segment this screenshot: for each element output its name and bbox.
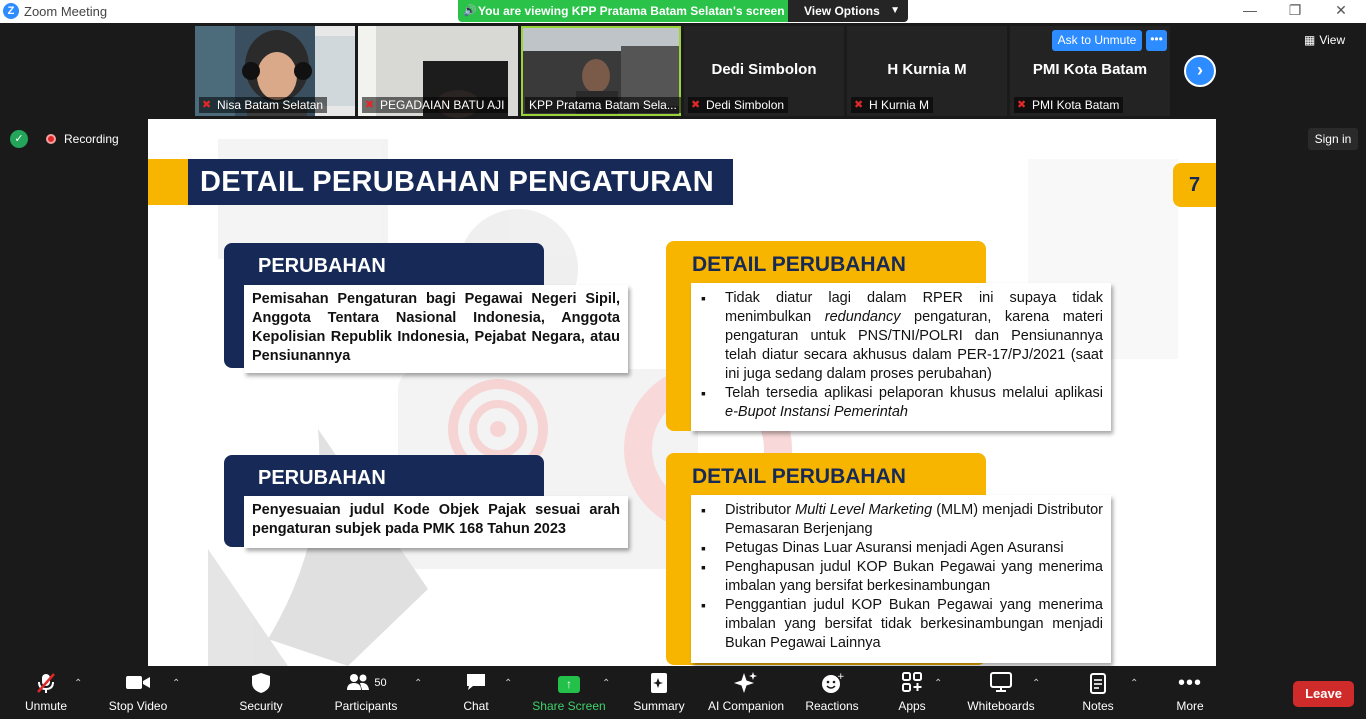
detail-bullet-item xyxy=(701,289,1103,384)
bullet-emphasis: e-Bupot Instansi Pemerintah xyxy=(725,404,908,420)
chevron-up-icon[interactable]: ⌃ xyxy=(504,678,513,689)
participant-name: ✖ PMI Kota Batam xyxy=(1014,97,1123,113)
change-card-text: Pemisahan Pengaturan bagi Pegawai Negeri Sipil, Anggota Tentara Nasional Indonesia, Anggota Kepolisian Republik Indonesia, Pejabat Negara, atau Pensiunannya xyxy=(244,285,628,373)
chevron-up-icon[interactable]: ⌃ xyxy=(1032,678,1041,689)
reactions-button[interactable] xyxy=(804,666,860,719)
sparkle-icon xyxy=(706,672,786,696)
detail-card-body xyxy=(691,283,1111,431)
bullet-text: Distributor xyxy=(725,502,796,518)
title-accent xyxy=(148,159,188,205)
detail-bullet-item xyxy=(701,558,1103,596)
meeting-toolbar xyxy=(0,666,1366,719)
bullet-text: pengaturan, karena materi pengaturan untuk PNS/TNI/POLRI dan Pensiunannya telah diatur secara akhusus dalam PER-17/PJ/2021 (saat ini juga sedang dalam proses perubahan) xyxy=(725,309,1104,382)
ai-companion-label: AI Companion xyxy=(707,699,785,713)
share-screen-icon: ↑ xyxy=(532,672,606,696)
summary-label: Summary xyxy=(633,699,685,713)
participants-label: Participants xyxy=(334,699,398,713)
detail-bullet-item xyxy=(701,539,1103,558)
ask-to-unmute-button[interactable]: Ask to Unmute xyxy=(1052,30,1142,51)
detail-card-body xyxy=(691,495,1111,663)
slide-page-number: 7 xyxy=(1173,163,1216,207)
close-icon[interactable]: ✕ xyxy=(1335,2,1347,18)
participants-count: 50 xyxy=(374,677,387,689)
whiteboard-icon xyxy=(964,672,1041,696)
mic-muted-icon xyxy=(10,672,82,696)
summary-icon xyxy=(630,672,688,696)
share-banner xyxy=(458,0,788,22)
bullet-text: Penghapusan judul KOP Bukan Pegawai yang menerima imbalan yang bersifat berkesinambungan xyxy=(725,559,1103,594)
detail-bullet-list xyxy=(691,283,1111,428)
participant-name: KPP Pratama Batam Sela... xyxy=(525,97,681,113)
unmute-button[interactable] xyxy=(10,666,82,719)
view-options-label: View Options xyxy=(804,4,880,18)
stop-video-label: Stop Video xyxy=(108,699,168,713)
maximize-icon[interactable]: ❐ xyxy=(1288,2,1302,18)
bullet-emphasis: Multi Level Marketing xyxy=(795,502,933,518)
apps-label: Apps xyxy=(898,699,926,713)
detail-bullet-item xyxy=(701,501,1103,539)
chevron-up-icon[interactable]: ⌃ xyxy=(74,678,83,689)
detail-bullet-item xyxy=(701,596,1103,653)
sign-in-button[interactable]: Sign in xyxy=(1308,128,1358,150)
slide-title-banner xyxy=(148,159,733,205)
participants-icon xyxy=(330,672,402,696)
participant-name: ✖ PEGADAIAN BATU AJI xyxy=(362,97,508,113)
shared-screen-slide xyxy=(148,119,1216,666)
summary-button[interactable] xyxy=(630,666,688,719)
participant-tile[interactable] xyxy=(195,26,355,116)
next-page-button[interactable]: › xyxy=(1184,55,1216,87)
view-button[interactable]: ▦ View xyxy=(1304,33,1346,47)
mic-muted-icon: ✖ xyxy=(854,99,864,111)
smiley-icon xyxy=(804,672,860,696)
reactions-label: Reactions xyxy=(805,699,859,713)
whiteboards-button[interactable] xyxy=(964,666,1041,719)
grid-icon: ▦ xyxy=(1304,33,1316,47)
chevron-up-icon[interactable]: ⌃ xyxy=(934,678,943,689)
bullet-text: (MLM) menjadi Distributor Pemasaran Berjenjang xyxy=(725,502,1104,537)
notes-button[interactable] xyxy=(1076,666,1139,719)
chevron-up-icon[interactable]: ⌃ xyxy=(1130,678,1139,689)
recording-indicator[interactable]: Recording xyxy=(40,129,127,149)
more-button[interactable] xyxy=(1168,666,1212,719)
change-card-text: Penyesuaian judul Kode Objek Pajak sesuai arah pengaturan subjek pada PMK 168 Tahun 2023 xyxy=(244,496,628,548)
chat-button[interactable] xyxy=(446,666,513,719)
apps-button[interactable] xyxy=(890,666,943,719)
chat-label: Chat xyxy=(463,699,489,713)
ai-companion-button[interactable] xyxy=(706,666,786,719)
detail-bullet-list xyxy=(691,495,1111,659)
security-button[interactable] xyxy=(232,666,290,719)
view-options-button[interactable] xyxy=(788,0,908,22)
notes-label: Notes xyxy=(1082,699,1114,713)
participant-tile[interactable] xyxy=(358,26,518,116)
mic-muted-icon: ✖ xyxy=(691,99,701,111)
chevron-up-icon[interactable]: ⌃ xyxy=(414,678,423,689)
change-card-header: PERUBAHAN xyxy=(258,467,386,489)
record-dot-icon xyxy=(46,134,56,144)
participant-tile[interactable] xyxy=(847,26,1007,116)
share-screen-label: Share Screen xyxy=(532,699,606,713)
participant-display-name: H Kurnia M xyxy=(887,61,967,78)
bullet-text: Telah tersedia aplikasi pelaporan khusus melalui aplikasi xyxy=(725,385,1103,401)
participant-tile[interactable] xyxy=(684,26,844,116)
svg-text:+: + xyxy=(837,672,845,682)
participants-button[interactable] xyxy=(330,666,423,719)
participant-display-name: Dedi Simbolon xyxy=(711,61,817,78)
mic-muted-icon: ✖ xyxy=(1017,99,1027,111)
shield-icon xyxy=(232,672,290,696)
zoom-logo-icon: Z xyxy=(3,3,19,19)
detail-bullet-item xyxy=(701,384,1103,422)
minimize-icon[interactable]: — xyxy=(1243,2,1257,18)
participant-display-name: PMI Kota Batam xyxy=(1032,61,1148,78)
bullet-text: Penggantian judul KOP Bukan Pegawai yang menerima imbalan yang bersifat tidak berkesinambungan menjadi Bukan Pegawai Lainnya xyxy=(725,597,1103,651)
more-label: More xyxy=(1176,699,1204,713)
share-banner-text: You are viewing KPP Pratama Batam Selatan's screen xyxy=(478,4,785,18)
share-screen-button[interactable] xyxy=(532,666,611,719)
mic-muted-icon: ✖ xyxy=(365,99,375,111)
slide-title: DETAIL PERUBAHAN PENGATURAN xyxy=(188,159,733,205)
unmute-label: Unmute xyxy=(24,699,68,713)
detail-card-header: DETAIL PERUBAHAN xyxy=(692,465,906,488)
participant-name: ✖ Nisa Batam Selatan xyxy=(199,97,327,113)
bullet-emphasis: redundancy xyxy=(824,309,901,325)
chevron-up-icon[interactable]: ⌃ xyxy=(602,678,611,689)
participant-tile-active[interactable] xyxy=(521,26,681,116)
detail-card-header: DETAIL PERUBAHAN xyxy=(692,253,906,276)
encryption-shield-icon[interactable]: ✓ xyxy=(10,130,28,148)
bullet-text: Petugas Dinas Luar Asuransi menjadi Agen Asuransi xyxy=(725,540,1064,556)
chevron-down-icon: ▼ xyxy=(890,5,900,16)
leave-button[interactable]: Leave xyxy=(1293,681,1354,707)
security-label: Security xyxy=(239,699,283,713)
video-camera-icon xyxy=(100,672,176,696)
participant-name: ✖ H Kurnia M xyxy=(851,97,933,113)
change-card-header: PERUBAHAN xyxy=(258,255,386,277)
window-title: Zoom Meeting xyxy=(24,4,108,19)
stop-video-button[interactable] xyxy=(100,666,181,719)
notes-icon xyxy=(1076,672,1120,696)
participant-name: ✖ Dedi Simbolon xyxy=(688,97,788,113)
chat-bubble-icon xyxy=(446,672,506,696)
speaker-icon: 🔊 xyxy=(463,5,477,17)
apps-icon xyxy=(890,672,934,696)
whiteboards-label: Whiteboards xyxy=(967,699,1035,713)
more-options-icon[interactable]: ••• xyxy=(1146,30,1167,51)
chevron-up-icon[interactable]: ⌃ xyxy=(172,678,181,689)
bullet-text: Tidak diatur lagi dalam RPER ini supaya tidak menimbulkan xyxy=(725,290,1103,325)
more-dots-icon: ••• xyxy=(1177,672,1202,694)
mic-muted-icon: ✖ xyxy=(202,99,212,111)
